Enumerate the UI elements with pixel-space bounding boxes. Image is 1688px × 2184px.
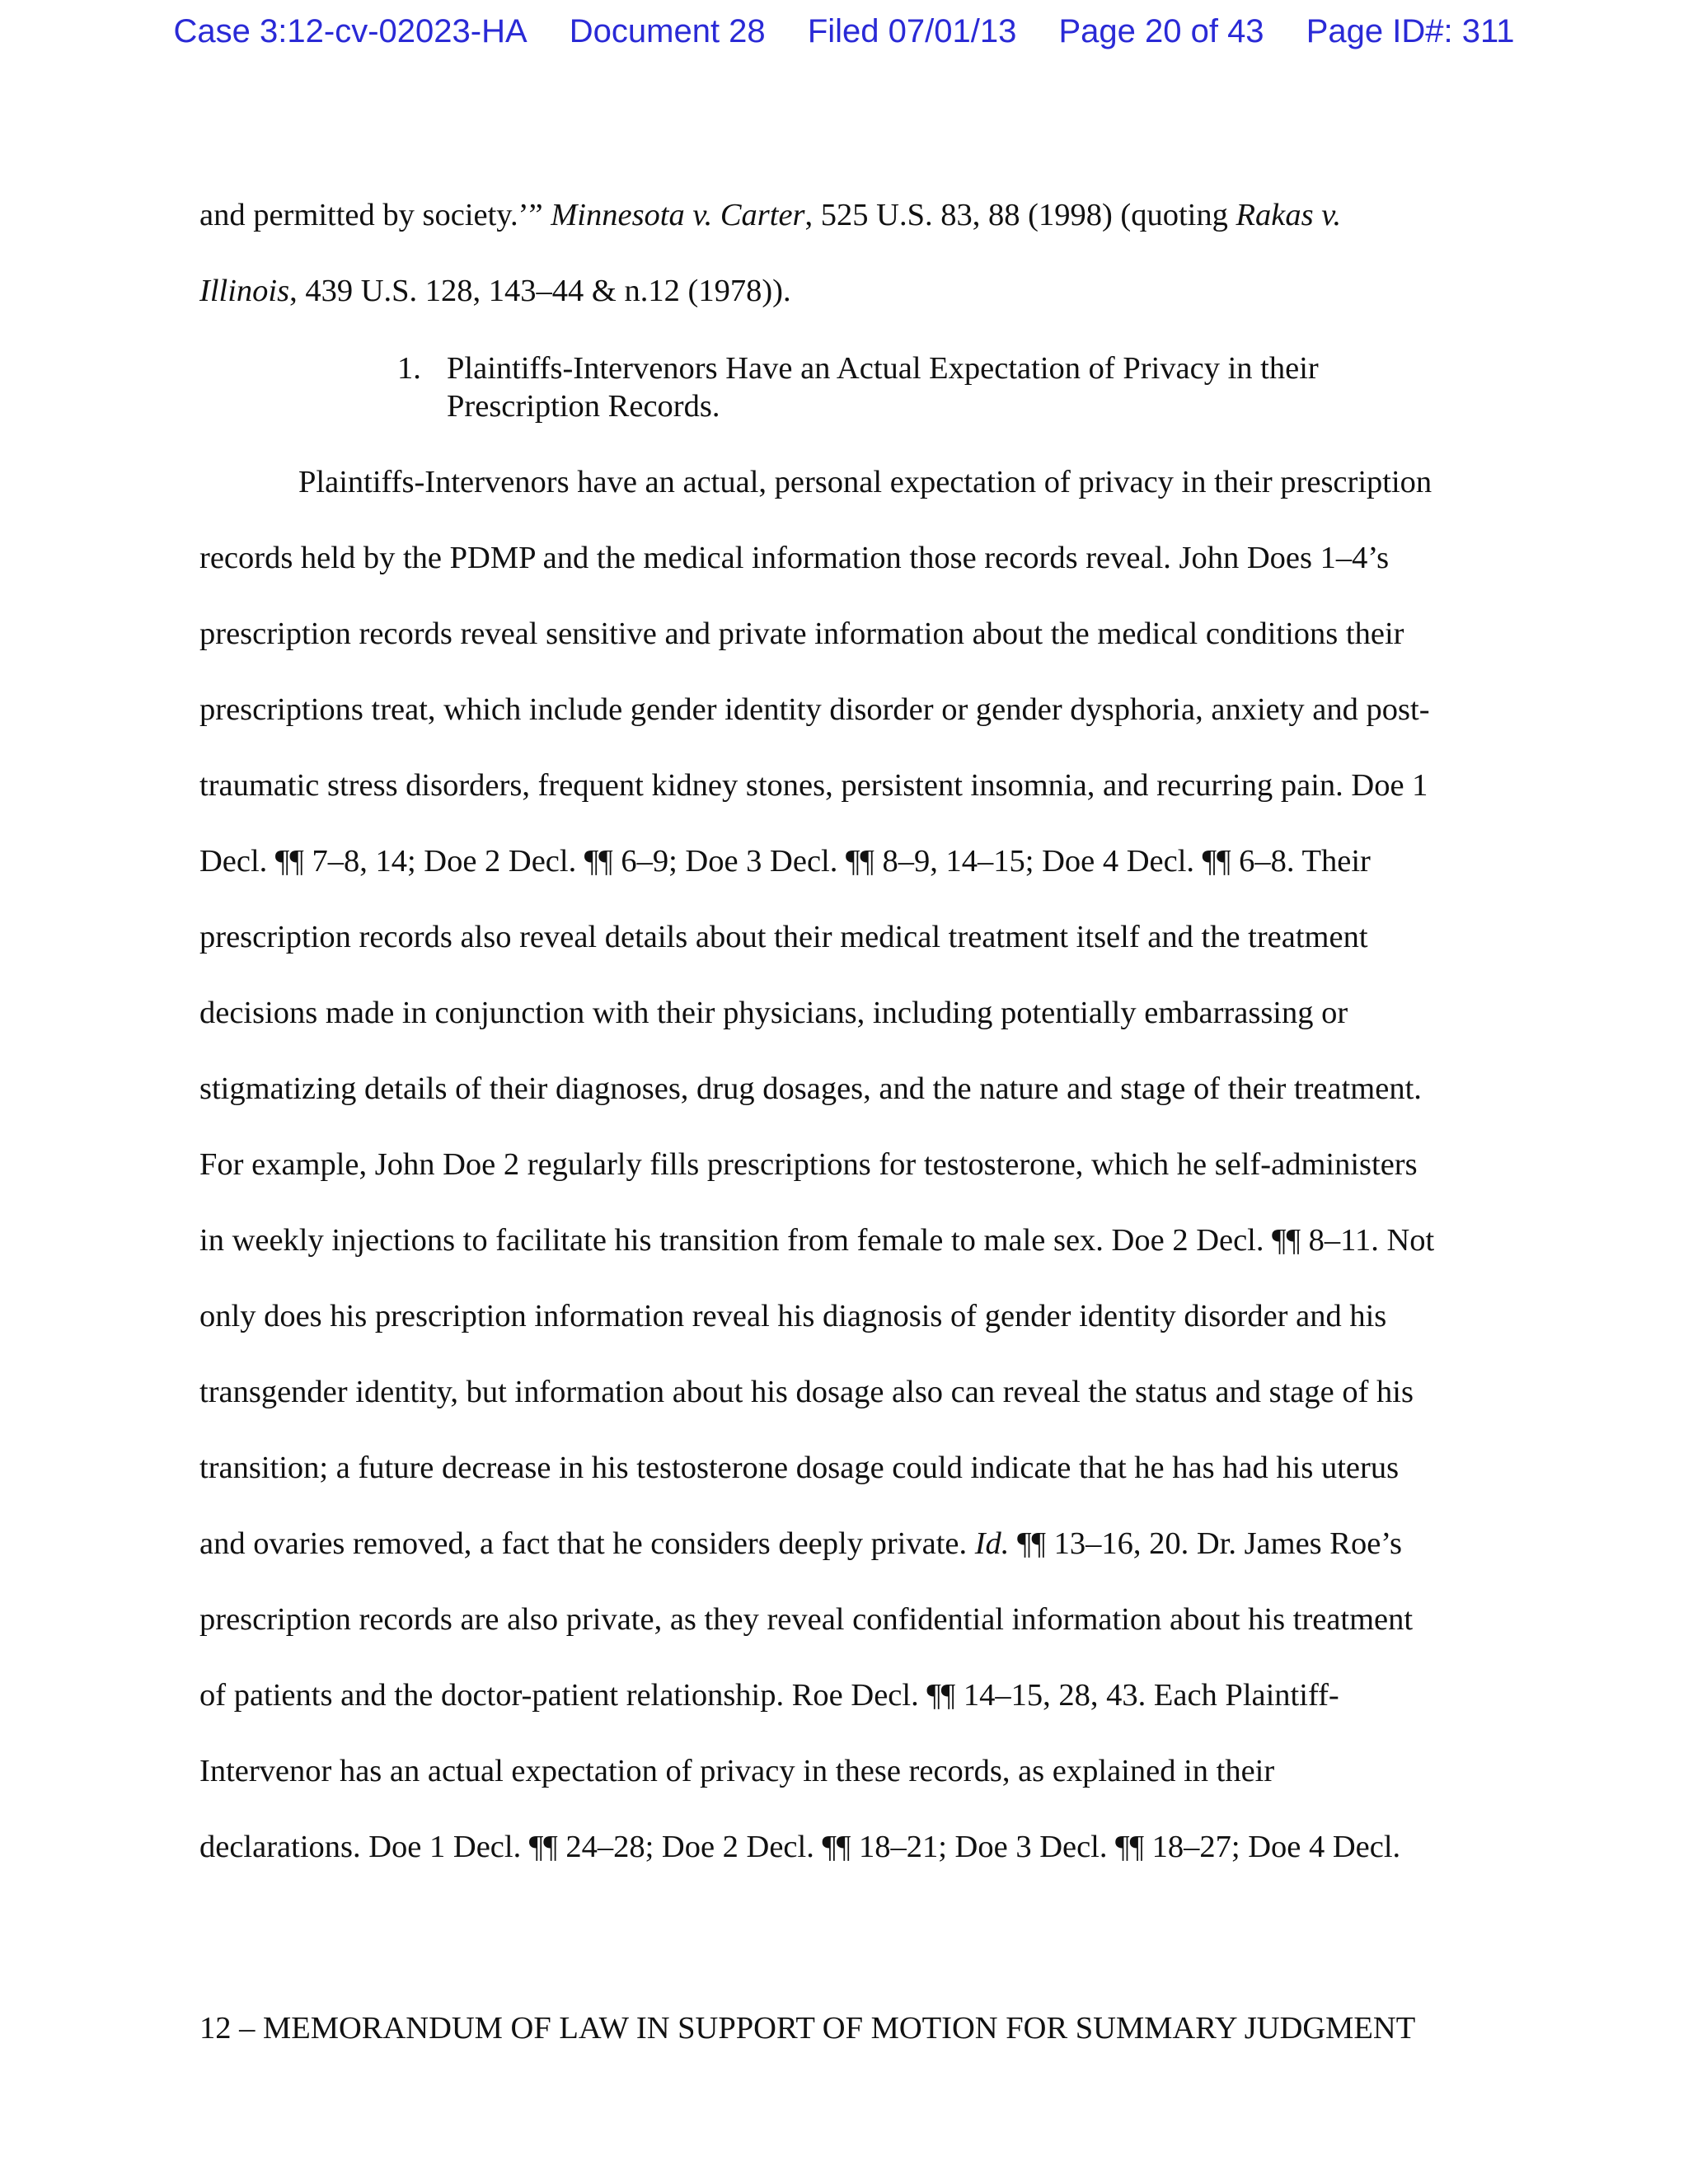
body-line [199,1525,1402,1563]
case-number: Case 3:12-cv-02023-HA [173,13,528,49]
text-run: , 439 U.S. 128, 143–44 & n.12 (1978)). [289,274,791,308]
text-run: , 525 U.S. 83, 88 (1998) (quoting [804,198,1236,232]
text-run: and ovaries removed, a fact that he considers deeply private. [199,1526,975,1561]
body-line: of patients and the doctor-patient relationship. Roe Decl. ¶¶ 14–15, 28, 43. Each Plaintiff- [199,1678,1339,1713]
body-line: Intervenor has an actual expectation of privacy in these records, as explained in their [199,1754,1275,1788]
body-line: records held by the PDMP and the medical information those records reveal. John Does 1–4’s [199,541,1390,575]
id-citation: Id. [974,1526,1010,1561]
body-line: in weekly injections to facilitate his transition from female to male sex. Doe 2 Decl. ¶¶ 8–11. Not [199,1223,1435,1258]
body-line: stigmatizing details of their diagnoses, drug dosages, and the nature and stage of their treatment. [199,1071,1422,1106]
text-run: and permitted by society.’” [199,198,551,232]
body-line: prescriptions treat, which include gender identity disorder or gender dysphoria, anxiety and post- [199,692,1430,727]
text-run: ¶¶ 13–16, 20. Dr. James Roe’s [1009,1526,1402,1561]
heading-line: Prescription Records. [447,389,720,424]
body-line: Decl. ¶¶ 7–8, 14; Doe 2 Decl. ¶¶ 6–9; Doe 3 Decl. ¶¶ 8–9, 14–15; Doe 4 Decl. ¶¶ 6–8. Their [199,844,1371,879]
filed-date: Filed 07/01/13 [807,13,1017,49]
body-line: prescription records are also private, as they reveal confidential information about his treatment [199,1602,1414,1637]
body-line: Plaintiffs-Intervenors have an actual, personal expectation of privacy in their prescription [298,465,1432,499]
case-citation: Minnesota v. Carter [551,198,805,232]
body-line: only does his prescription information reveal his diagnosis of gender identity disorder and his [199,1299,1387,1333]
body-line: declarations. Doe 1 Decl. ¶¶ 24–28; Doe 2 Decl. ¶¶ 18–21; Doe 3 Decl. ¶¶ 18–27; Doe 4 Decl. [199,1830,1401,1864]
body-line: traumatic stress disorders, frequent kidney stones, persistent insomnia, and recurring pain. Doe 1 [199,768,1428,803]
body-line: For example, John Doe 2 regularly fills prescriptions for testosterone, which he self-administers [199,1147,1418,1182]
body-line [199,196,1341,234]
document-number: Document 28 [569,13,766,49]
case-citation: Rakas v. [1236,198,1342,232]
body-line: transgender identity, but information about his dosage also can reveal the status and stage of his [199,1375,1414,1409]
ecf-header [0,8,1688,54]
case-citation: Illinois [199,274,290,308]
page-footer: 12 – MEMORANDUM OF LAW IN SUPPORT OF MOTION FOR SUMMARY JUDGMENT [199,2011,1416,2046]
body-line: decisions made in conjunction with their physicians, including potentially embarrassing or [199,996,1348,1030]
heading-number: 1. [397,351,421,386]
body-line: prescription records also reveal details about their medical treatment itself and the treatment [199,920,1368,954]
body-line [199,272,791,310]
page-id: Page ID#: 311 [1306,13,1515,49]
page-count: Page 20 of 43 [1058,13,1264,49]
heading-line: Plaintiffs-Intervenors Have an Actual Expectation of Privacy in their [447,351,1319,386]
body-line: prescription records reveal sensitive and private information about the medical conditions their [199,616,1404,651]
body-line: transition; a future decrease in his testosterone dosage could indicate that he has had his uterus [199,1451,1400,1485]
